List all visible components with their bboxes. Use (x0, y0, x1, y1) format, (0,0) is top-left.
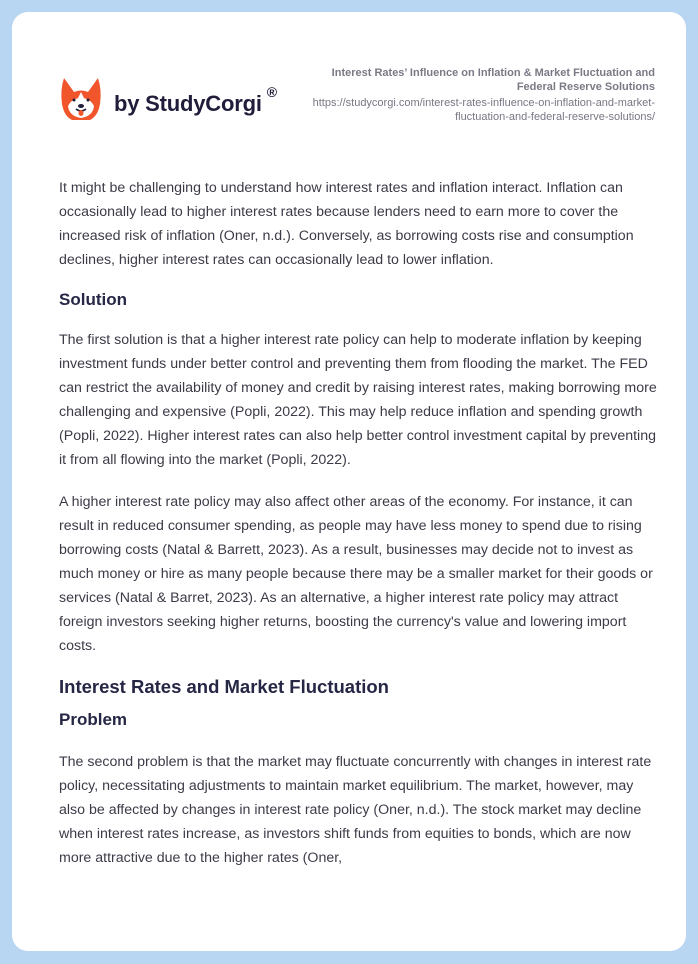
solution-paragraph-2: A higher interest rate policy may also affect other areas of the economy. For instance, it can result in reduced consumer spending, as people may have less money to spend due to rising borrowing costs (Natal & Barrett, 2023). As a result, businesses may decide not to invest as much money or hire as many people because there may be a smaller market for their goods or services (Natal & Barret, 2023). As an alternative, a higher interest rate policy may attract foreign investors seeking higher returns, boosting the currency's value and lowering import costs. (59, 494, 653, 654)
document-body (59, 176, 659, 888)
document-card (12, 12, 686, 951)
document-meta (295, 66, 655, 124)
problem-heading: Problem (59, 710, 128, 729)
corgi-icon (60, 76, 102, 122)
solution-paragraph-1: The first solution is that a higher interest rate policy can help to moderate inflation by keeping investment funds under better control and preventing them from flooding the market. The FED can restrict the availability of money and credit by raising interest rates, making borrowing more challenging and expensive (Popli, 2022). This may help reduce inflation and spending growth (Popli, 2022). Higher interest rates can also help better control investment capital by preventing it from all flowing into the market (Popli, 2022). (59, 332, 657, 468)
studycorgi-logo[interactable] (60, 76, 277, 122)
brand-name: by StudyCorgi (114, 91, 262, 116)
document-url[interactable]: https://studycorgi.com/interest-rates-influence-on-inflation-and-market-fluctuation-and-federal-reserve-solutions/ (312, 97, 655, 123)
problem-paragraph: The second problem is that the market may fluctuate concurrently with changes in interest rate policy, necessitating adjustments to maintain market equilibrium. The market, however, may also be affected by changes in interest rate policy (Oner, n.d.). The stock market may decline when interest rates increase, as investors shift funds from equities to bonds, which are now more attractive due to the higher rates (Oner, (59, 754, 652, 866)
intro-paragraph: It might be challenging to understand how interest rates and inflation interact. Inflation can occasionally lead to higher interest rates because lenders need to earn more to cover the increased risk of inflation (Oner, n.d.). Conversely, as borrowing costs rise and consumption declines, higher interest rates can occasionally lead to lower inflation. (59, 180, 634, 268)
document-header (12, 12, 686, 162)
registered-mark: ® (266, 84, 278, 100)
solution-heading: Solution (59, 290, 127, 309)
section-heading: Interest Rates and Market Fluctuation (59, 676, 389, 697)
document-title: Interest Rates’ Influence on Inflation & Market Fluctuation and Federal Reserve Solutions (331, 67, 655, 93)
